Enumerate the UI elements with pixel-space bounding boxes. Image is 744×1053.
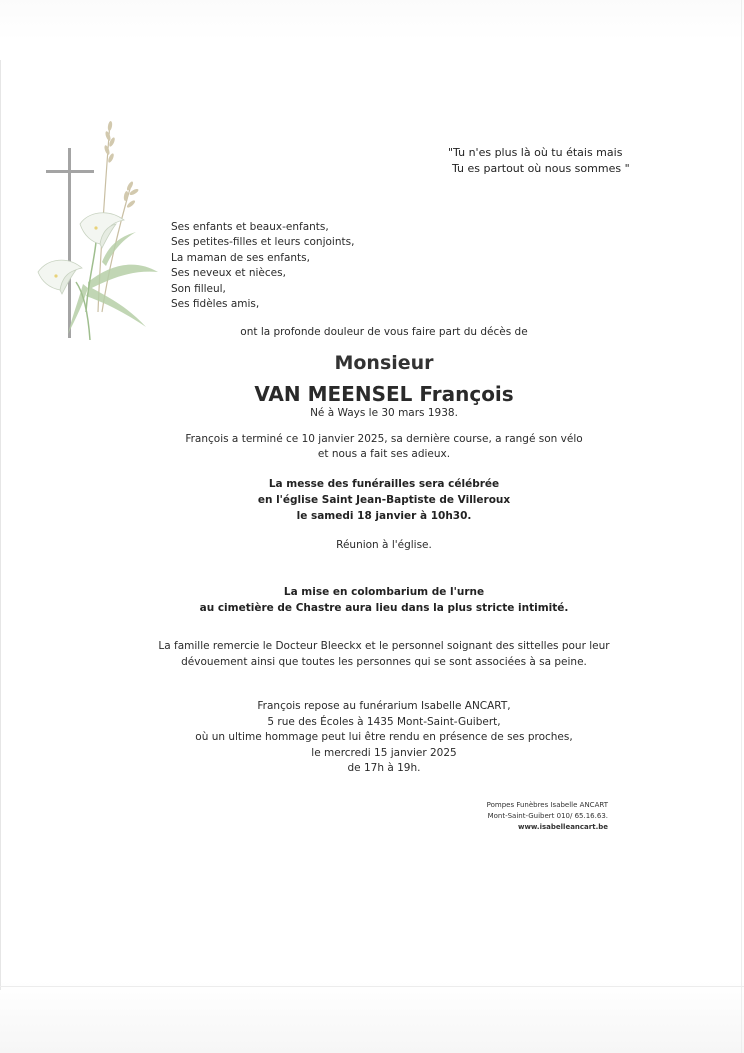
visitation-line: de 17h à 19h. — [347, 762, 421, 774]
announcement: ont la profonde douleur de vous faire part du décès de — [240, 326, 528, 338]
family-list — [171, 220, 354, 312]
thanks-line: dévouement ainsi que toutes les personnes qui se sont associées à sa peine. — [181, 655, 587, 668]
visitation-line: François repose au funérarium Isabelle ANCART, — [257, 700, 511, 712]
family-line: Ses petites-filles et leurs conjoints, — [171, 236, 355, 249]
visitation-line: 5 rue des Écoles à 1435 Mont-Saint-Guibert, — [267, 715, 501, 728]
passing-line: et nous a fait ses adieux. — [317, 448, 451, 460]
passing-paragraph — [134, 432, 634, 462]
thanks-paragraph — [134, 639, 634, 670]
birth-info: Né à Ways le 30 mars 1938. — [310, 407, 458, 419]
cross-lily-illustration — [28, 112, 168, 342]
deceased-title: Monsieur — [334, 352, 434, 374]
family-line: Ses neveux et nièces, — [171, 267, 286, 280]
scan-edge-right — [741, 0, 742, 1053]
urn-notice — [134, 584, 634, 616]
quote-line: Tu es partout où nous sommes " — [452, 162, 630, 175]
visitation-line: le mercredi 15 janvier 2025 — [311, 746, 457, 759]
family-line: Son filleul, — [171, 282, 226, 295]
passing-line: François a terminé ce 10 janvier 2025, sa dernière course, a rangé son vélo — [185, 433, 583, 445]
reunion-note: Réunion à l'église. — [336, 539, 432, 551]
funeral-home-website[interactable]: www.isabelleancart.be — [517, 823, 608, 831]
urn-line: La mise en colombarium de l'urne — [283, 586, 485, 598]
mass-line: en l'église Saint Jean-Baptiste de Villeroux — [257, 494, 511, 506]
scan-edge-left — [0, 60, 1, 990]
family-line: Ses fidèles amis, — [171, 298, 260, 311]
visitation-line: où un ultime hommage peut lui être rendu en présence de ses proches, — [195, 731, 573, 743]
mass-line: le samedi 18 janvier à 10h30. — [296, 510, 472, 522]
page-bottom-line — [0, 986, 744, 987]
urn-line: au cimetière de Chastre aura lieu dans la plus stricte intimité. — [199, 602, 569, 614]
quote-line: "Tu n'es plus là où tu étais mais — [448, 146, 623, 159]
funeral-home-name: Pompes Funèbres Isabelle ANCART — [486, 801, 608, 809]
thanks-line: La famille remercie le Docteur Bleeckx et le personnel soignant des sittelles pour leur — [158, 640, 610, 652]
funeral-mass — [134, 476, 634, 524]
deceased-name: VAN MEENSEL François — [254, 382, 514, 406]
funeral-home-phone: Mont-Saint-Guibert 010/ 65.16.63. — [487, 812, 608, 820]
mass-line: La messe des funérailles sera célébrée — [268, 478, 500, 490]
epitaph-quote — [448, 145, 648, 177]
funeral-home-footer — [470, 800, 608, 833]
visitation-info — [134, 699, 634, 777]
family-line: La maman de ses enfants, — [171, 251, 310, 264]
family-line: Ses enfants et beaux-enfants, — [171, 221, 329, 233]
